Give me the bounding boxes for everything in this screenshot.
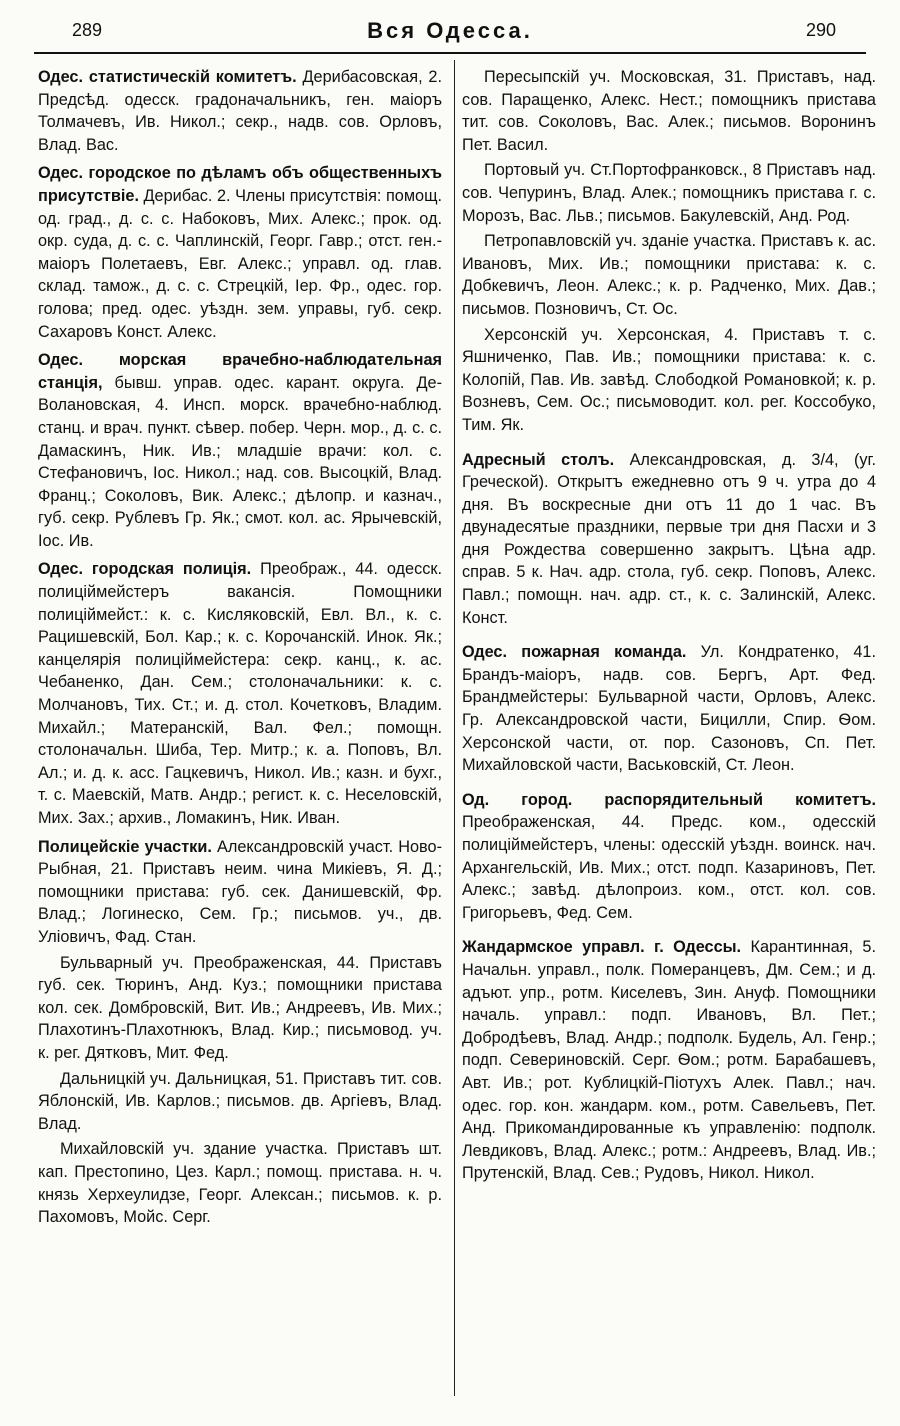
page-number-left: 289: [72, 20, 103, 40]
entry-city-committee: Од. город. распорядительный комитетъ. Преображенская, 44. Предс. ком., одесскій полиціймейстеръ, члены: одесскій уѣздн. воинск. нач. Архангельскій, Ив. Мих.; отст. подп. Казариновъ, Пет. Алекс.; завѣд. дѣлопроиз. ком., отст. кол. сов. Григорьевъ, Фед. Сем.: [462, 790, 876, 922]
entry-peresypsky-precinct: Пересыпскій уч. Московская, 31. Приставъ, над. сов. Паращенко, Алекс. Нест.; помощникъ пристава тит. сов. Соколовъ, Вас. Алек.; письмов. Воронинъ Пет. Васил.: [462, 68, 876, 154]
left-column: [38, 66, 442, 1232]
entry-khersonsky-precinct: Херсонскій уч. Херсонская, 4. Приставъ т. с. Яшниченко, Пав. Ив.; помощники пристава: к. с. Колопій, Пав. Ив. завѣд. Слободкой Романовкой; к. р. Возневъ, Сем. Ос.; письмоводит. кол. рег. Коссобуко, Тим. Як.: [462, 325, 876, 434]
entry-city-police: Одес. городская полиція. Преображ., 44. одесск. полиціймейстеръ вакансія. Помощники полиціймейст.: к. с. Кисляковскій, Евл. Вл., к. с. Рацишевскій, Бол. Кар.; к. с. Корочанскій. Инок. Як.; канцелярія полиціймейстера: секр. канц., к. ас. Чебаненко, Дан. Сем.; столоначальники: к. с. Молчановъ, Тих. Ст.; и. д. стол. Кочетковъ, Владим. Михайл.; Матеранскій, Вал. Фел.; помощн. столоначальн. Шиба, Тер. Митр.; к. а. Поповъ, Вл. Ал.; и. д. к. асс. Гацкевичъ, Никол. Ив.; казн. и бухг., т. с. Маевскій, Матв. Андр.; регист. к. с. Неселовскій, Мих. Зах.; архив., Ломакинъ, Ник. Иван.: [38, 560, 443, 827]
page-header: [34, 12, 866, 54]
entry-gendarme-administration: Жандармское управл. г. Одессы. Карантинная, 5. Начальн. управл., полк. Померанцевъ, Дм. Сем.; и д. адъют. упр., ротм. Киселевъ, Зин. Ануф. Помощники началь. управл.: подп. Ивановъ, Вл. Пет.; Добродѣевъ, Влад. Андр.; подполк. Будель, Ал. Генр.; подп. Севериновскій. Серг. Ѳом.; ротм. Барабашевъ, Авт. Ив.; рот. Кублицкій-Піотухъ Алек. Павл.; нач. одес. гор. кон. жандарм. ком., ротм. Савельевъ, Пет. Анд. Прикомандированные къ управленію: подполк. Левдиковъ, Влад. Алекс.; ротм.: Андреевъ, Влад. Ив.; Прутенскій, Влад. Сев.; Рудовъ, Никол. Никол.: [462, 938, 876, 1183]
right-column: [462, 66, 876, 1191]
page-number-right: 290: [805, 20, 836, 40]
entry-mikhailovsky-precinct: Михайловскій уч. здание участка. Приставъ шт. кап. Престопино, Цез. Карл.; помощ. пристава. н. ч. князь Херхеулидзе, Георг. Алексан.; письмов. к. р. Пахомовъ, Мойс. Серг.: [38, 1140, 442, 1227]
entry-statistical-committee: Одес. статистическій комитетъ. Дерибасовская, 2. Предсѣд. одесск. градоначальникъ, ген. маіоръ Толмачевъ, Ив. Никол.; секр., надв. сов. Орловъ, Влад. Вас.: [38, 68, 442, 154]
entry-bulvarny-precinct: Бульварный уч. Преображенская, 44. Приставъ губ. сек. Тюринъ, Анд. Куз.; помощники пристава кол. сек. Домбровскій, Вит. Ив.; Андреевъ, Ив. Мих.; Плахотинъ-Плахотнюкъ, Влад. Кир.; письмовод. уч. к. рег. Дятковъ, Мит. Фед.: [38, 953, 442, 1062]
entry-fire-brigade: Одес. пожарная команда. Ул. Кондратенко, 41. Брандъ-маіоръ, надв. сов. Бергъ, Арт. Фед. Брандмейстеры: Бульварной части, Орловъ, Алекс. Гр. Александровской части, Бицилли, Спир. Ѳом. Херсонской части, от. пор. Сазоновъ, Сп. Пет. Михайловской части, Васьковскій, Ст. Леон.: [462, 643, 876, 775]
entry-dalnitsky-precinct: Дальницкій уч. Дальницкая, 51. Приставъ тит. сов. Яблонскій, Ив. Карлов.; письмов. дв. Аргіевъ, Влад. Влад.: [38, 1069, 442, 1133]
entry-petropavlovsky-precinct: Петропавловскій уч. зданіе участка. Приставъ к. ас. Ивановъ, Мих. Ив.; помощники пристава: к. с. Добкевичъ, Леон. Алекс.; к. р. Радченко, Мих. Дав.; письмов. Позновичъ, Ст. Ос.: [462, 232, 876, 318]
column-divider: [454, 60, 455, 1396]
entry-city-presence: Одес. городское по дѣламъ объ общественныхъ присутствіе. Дерибас. 2. Члены присутствія: помощ. од. град., д. с. с. Набоковъ, Мих. Алекс.; прок. од. окр. суда, д. с. с. Чаплинскій, Георг. Гавр.; отст. ген.-маіоръ Полетаевъ, Евг. Алекс.; управл. од. глав. склад. тамож., д. с. с. Стрецкій, Iер. Фр., одес. гор. голова; пред. одес. уѣздн. зем. управы, губ. секр. Сахаровъ Конст. Алекс.: [38, 164, 442, 341]
entry-portovy-precinct: Портовый уч. Ст.Портофранковск., 8 Приставъ над. сов. Чепуринъ, Влад. Алек.; помощникъ пристава г. с. Морозъ, Вас. Льв.; письмов. Бакулевскій, Анд. Род.: [462, 161, 876, 225]
page-title: Вся Одесса.: [367, 18, 533, 43]
entry-police-precincts: Полицейскіе участки. Александровскій участ. Ново-Рыбная, 21. Приставъ неим. чина Микіевъ, Я. Д.; помощники пристава: губ. сек. Данишевскій, Фр. Влад.; Логинеско, Сем. Гр.; письмов. уч., дв. Уліовичъ, Фад. Стан.: [38, 837, 443, 946]
entry-address-table: Адресный столъ. Александровская, д. 3/4, (уг. Греческой). Открытъ ежедневно отъ 9 ч. утра до 4 дня. Въ воскресные дни отъ 11 до 1 час. Въ двунадесятые праздники, первые три дня Пасхи и 3 дня Рождества совершенно закрытъ. Цѣна адр. справ. 5 к. Нач. адр. стола, губ. секр. Поповъ, Алекс. Павл.; помощн. нач. адр. ст., к. с. Залинскій, Алекс. Конст.: [462, 450, 876, 627]
entry-marine-medical-station: Одес. морская врачебно-наблюдательная станція, бывш. управ. одес. карант. округа. Де-Волановская, 4. Инсп. морск. врачебно-наблюд. станц. и врач. пункт. сѣвер. побер. Черн. мор., д. с. с. Дамаскинъ, Ник. Ив.; младшіе врачи: кол. с. Стефановичъ, Iос. Никол.; над. сов. Высоцкій, Влад. Франц.; Соколовъ, Вик. Алекс.; дѣлопр. и казнач., губ. секр. Рублевъ Гр. Як.; смот. кол. ас. Ярычевскій, Iос. Ив.: [38, 351, 442, 550]
